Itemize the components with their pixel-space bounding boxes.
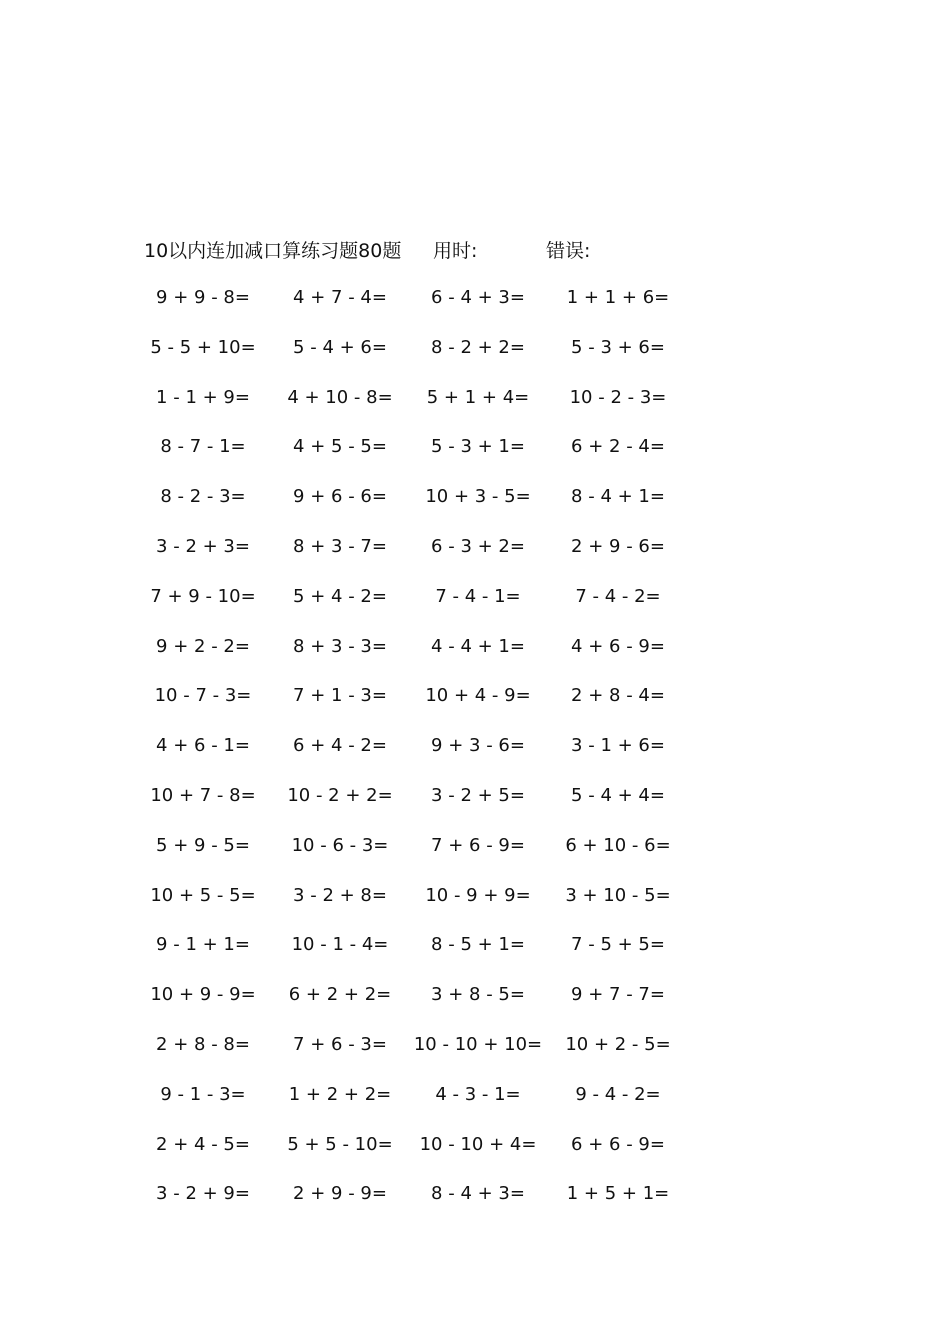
math-problem: 10 - 2 + 2= <box>287 784 393 806</box>
math-problem: 4 + 6 - 9= <box>571 635 665 657</box>
math-problem: 9 + 7 - 7= <box>571 984 665 1006</box>
math-problem: 7 + 6 - 3= <box>293 1033 387 1055</box>
math-problem: 6 + 2 + 2= <box>288 984 392 1006</box>
math-problem: 7 + 1 - 3= <box>293 685 387 707</box>
math-problem: 10 - 9 + 9= <box>425 884 531 906</box>
math-problem: 7 + 9 - 10= <box>150 585 256 607</box>
math-problem: 3 + 10 - 5= <box>565 884 671 906</box>
problem-row <box>0 583 950 633</box>
problem-row <box>0 284 950 334</box>
math-problem: 6 + 4 - 2= <box>293 735 387 757</box>
math-problem: 10 - 6 - 3= <box>291 834 389 856</box>
math-problem: 5 - 3 + 6= <box>571 336 665 358</box>
problem-row <box>0 1131 950 1181</box>
time-used-label: 用时: <box>433 240 478 262</box>
math-problem: 1 + 2 + 2= <box>288 1083 392 1105</box>
math-problem: 10 + 4 - 9= <box>425 685 531 707</box>
math-problem: 10 - 1 - 4= <box>291 934 389 956</box>
math-problem: 4 - 4 + 1= <box>431 635 525 657</box>
worksheet-title: 10以内连加减口算练习题80题 <box>144 240 402 262</box>
math-problem: 1 - 1 + 9= <box>156 386 250 408</box>
math-problem: 4 - 3 - 1= <box>435 1083 521 1105</box>
math-problem: 7 - 5 + 5= <box>571 934 665 956</box>
math-problem: 3 - 1 + 6= <box>571 735 665 757</box>
problem-row <box>0 334 950 384</box>
math-problem: 10 - 2 - 3= <box>569 386 667 408</box>
math-problem: 8 + 3 - 7= <box>293 535 387 557</box>
math-problem: 10 - 7 - 3= <box>154 685 252 707</box>
problem-row <box>0 882 950 932</box>
math-problem: 9 + 2 - 2= <box>156 635 250 657</box>
math-problem: 10 + 7 - 8= <box>150 784 256 806</box>
problem-grid <box>0 284 950 1230</box>
math-problem: 8 - 7 - 1= <box>160 436 246 458</box>
problem-row <box>0 633 950 683</box>
math-problem: 5 + 9 - 5= <box>156 834 250 856</box>
math-problem: 6 + 10 - 6= <box>565 834 671 856</box>
math-problem: 1 + 1 + 6= <box>566 287 670 308</box>
math-problem: 10 + 5 - 5= <box>150 884 256 906</box>
math-problem: 8 - 2 - 3= <box>160 486 246 508</box>
math-problem: 6 + 2 - 4= <box>571 436 665 458</box>
math-problem: 10 + 9 - 9= <box>150 984 256 1006</box>
math-problem: 3 - 2 + 8= <box>293 884 387 906</box>
math-problem: 3 + 8 - 5= <box>431 984 525 1006</box>
math-problem: 2 + 9 - 6= <box>571 535 665 557</box>
math-problem: 6 + 6 - 9= <box>571 1133 665 1155</box>
math-problem: 9 - 1 - 3= <box>160 1083 246 1105</box>
problem-row <box>0 981 950 1031</box>
math-problem: 5 + 4 - 2= <box>293 585 387 607</box>
math-problem: 9 - 4 - 2= <box>575 1083 661 1105</box>
math-problem: 6 - 3 + 2= <box>431 535 525 557</box>
math-problem: 10 + 3 - 5= <box>425 486 531 508</box>
errors-label: 错误: <box>546 240 591 262</box>
math-problem: 8 - 4 + 3= <box>431 1183 525 1205</box>
math-problem: 4 + 10 - 8= <box>287 386 393 408</box>
math-problem: 8 - 4 + 1= <box>571 486 665 508</box>
math-problem: 8 + 3 - 3= <box>293 635 387 657</box>
problem-row <box>0 384 950 434</box>
math-problem: 5 + 1 + 4= <box>426 386 530 408</box>
math-problem: 6 - 4 + 3= <box>431 287 525 308</box>
math-problem: 3 - 2 + 5= <box>431 784 525 806</box>
worksheet-header <box>0 236 950 266</box>
math-problem: 4 + 5 - 5= <box>293 436 387 458</box>
problem-row <box>0 1180 950 1230</box>
problem-row <box>0 433 950 483</box>
problem-row <box>0 782 950 832</box>
math-problem: 4 + 6 - 1= <box>156 735 250 757</box>
problem-row <box>0 1031 950 1081</box>
math-problem: 10 - 10 + 4= <box>419 1133 537 1155</box>
problem-row <box>0 682 950 732</box>
math-problem: 9 + 6 - 6= <box>293 486 387 508</box>
math-problem: 8 - 2 + 2= <box>431 336 525 358</box>
math-problem: 5 - 4 + 4= <box>571 784 665 806</box>
math-problem: 3 - 2 + 9= <box>156 1183 250 1205</box>
math-problem: 9 - 1 + 1= <box>156 934 250 956</box>
math-problem: 10 + 2 - 5= <box>565 1033 671 1055</box>
math-problem: 2 + 4 - 5= <box>156 1133 250 1155</box>
math-problem: 5 - 4 + 6= <box>293 336 387 358</box>
math-problem: 2 + 8 - 8= <box>156 1033 250 1055</box>
math-problem: 7 - 4 - 1= <box>435 585 521 607</box>
problem-row <box>0 732 950 782</box>
math-problem: 2 + 9 - 9= <box>293 1183 387 1205</box>
math-problem: 9 + 3 - 6= <box>431 735 525 757</box>
math-problem: 10 - 10 + 10= <box>413 1033 543 1055</box>
math-problem: 7 + 6 - 9= <box>431 834 525 856</box>
math-problem: 4 + 7 - 4= <box>293 287 387 308</box>
math-problem: 5 - 5 + 10= <box>150 336 256 358</box>
math-problem: 7 - 4 - 2= <box>575 585 661 607</box>
math-problem: 2 + 8 - 4= <box>571 685 665 707</box>
math-problem: 3 - 2 + 3= <box>156 535 250 557</box>
math-problem: 5 + 5 - 10= <box>287 1133 393 1155</box>
math-problem: 5 - 3 + 1= <box>431 436 525 458</box>
problem-row <box>0 533 950 583</box>
problem-row <box>0 931 950 981</box>
math-problem: 1 + 5 + 1= <box>566 1183 670 1205</box>
problem-row <box>0 1081 950 1131</box>
math-problem: 9 + 9 - 8= <box>156 287 250 308</box>
problem-row <box>0 483 950 533</box>
math-problem: 8 - 5 + 1= <box>431 934 525 956</box>
problem-row <box>0 832 950 882</box>
